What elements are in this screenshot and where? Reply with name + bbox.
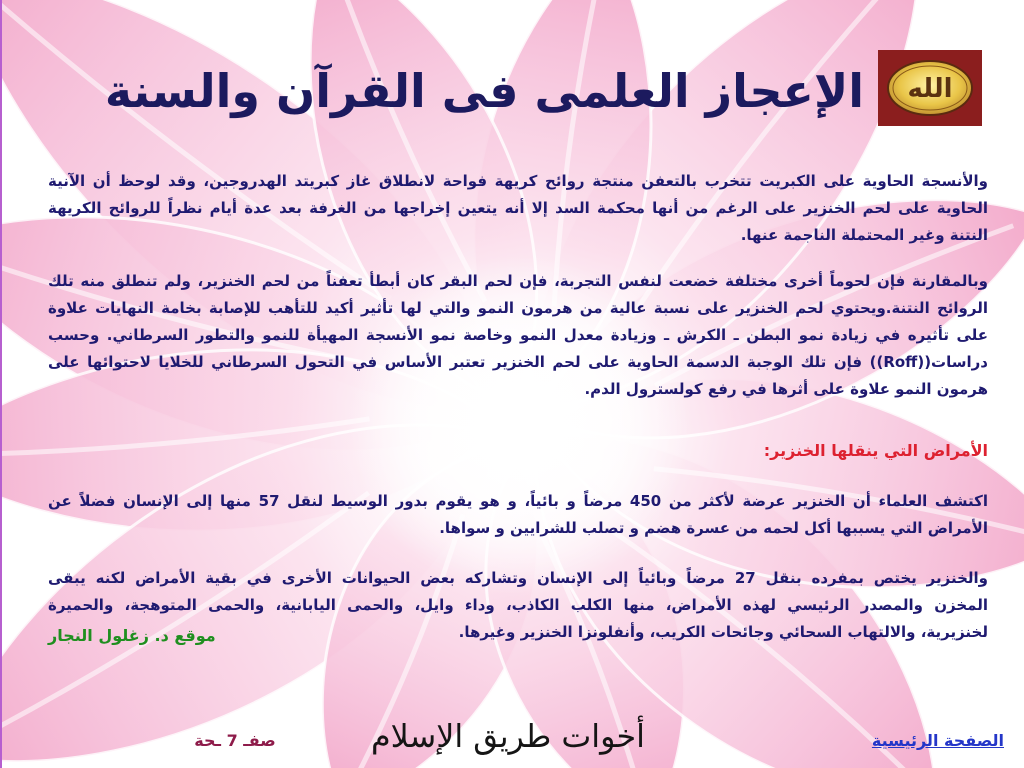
slide-body <box>48 168 988 646</box>
paragraph-line: المخزن والمصدر الرئيسي لهذه الأمراض، منها الكلب الكاذب، وداء وايل، والحمى اليابانية، والحمى المتوهجة، والحميرة <box>48 596 988 614</box>
paragraph-line: والخنزير يختص بمفرده بنقل 27 مرضاً وبائياً إلى الإنسان وتشاركه بعض الحيوانات الأخرى في بقية الأمراض لكنه يبقى <box>48 569 988 587</box>
brand-calligraphy-logo: أخوات طريق الإسلام <box>371 719 645 755</box>
page-number-label: صفـ 7 ـحة <box>194 731 276 750</box>
logo-calligraphy: الله <box>907 74 953 104</box>
paragraph-line: لخنزيرية، والالتهاب السحائي وجائحات الكريب، وأنفلونزا الخنزير وغيرها. <box>458 623 988 641</box>
slide-title: الإعجاز العلمى فى القرآن والسنة <box>104 64 864 118</box>
home-page-link[interactable]: الصفحة الرئيسية <box>871 731 1004 750</box>
section-heading: الأمراض التي ينقلها الخنزير: <box>763 441 988 460</box>
allah-calligraphy-logo <box>878 50 982 126</box>
paragraph-line: والأنسجة الحاوية على الكبريت تتخرب بالتعفن منتجة روائح كريهة فواحة لانطلاق غاز كبريتد الهدروجين، وقد لوحظ أن الآنية <box>48 172 988 190</box>
left-border-line <box>0 0 2 768</box>
paragraph-line: الحاوية على لحم الخنزير على الرغم من أنها محكمة السد إلا أنه يتعين إخراجها من الغرفة بعد عدة أيام نظراً للروائح الكريهة <box>48 199 988 217</box>
paragraph-disease-count <box>48 488 988 542</box>
paragraph-sulfur-tissue <box>48 168 988 249</box>
paragraph-line: النتنة وغير المحتملة الناجمة عنها. <box>740 226 988 244</box>
paragraph-line: اكتشف العلماء أن الخنزير عرضة لأكثر من 450 مرضاً و بائياً، و هو يقوم بدور الوسيط لنقل 57 منها إلى الإنسان فضلاً عن <box>48 492 988 510</box>
paragraph-line: وبالمقارنة فإن لحوماً أخرى مختلفة خضعت لنفس التجربة، فإن لحم البقر كان أبطأ تعفناً من لحم الخنزير، ولم تنطلق منه تلك <box>48 272 988 290</box>
paragraph-line: الأمراض التي يسببها أكل لحمه من عسرة هضم و تصلب للشرايين و سواها. <box>439 519 988 537</box>
paragraph-line: على تأثيره في زيادة نمو البطن ـ الكرش ـ وزيادة معدل النمو وخاصة نمو الأنسجة المهيأة للنمو والتطور السرطاني. وحسب <box>48 326 988 344</box>
paragraph-comparison <box>48 268 988 403</box>
paragraph-line: الروائح النتنة.ويحتوي لحم الخنزير على نسبة عالية من هرمون النمو والتي لها تأثير أكيد للتأهب للإصابة بخامة النهايات علاوة <box>48 299 988 317</box>
source-credit: موقع د. زغلول النجار <box>48 626 216 645</box>
paragraph-line: دراسات((Roff)) فإن تلك الوجبة الدسمة الحاوية على لحم الخنزير تعتبر الأساس في التحول السرطاني للخلايا لاحتوائها على <box>48 353 988 371</box>
paragraph-line: هرمون النمو علاوة على أثرها في رفع كولسترول الدم. <box>584 380 988 398</box>
